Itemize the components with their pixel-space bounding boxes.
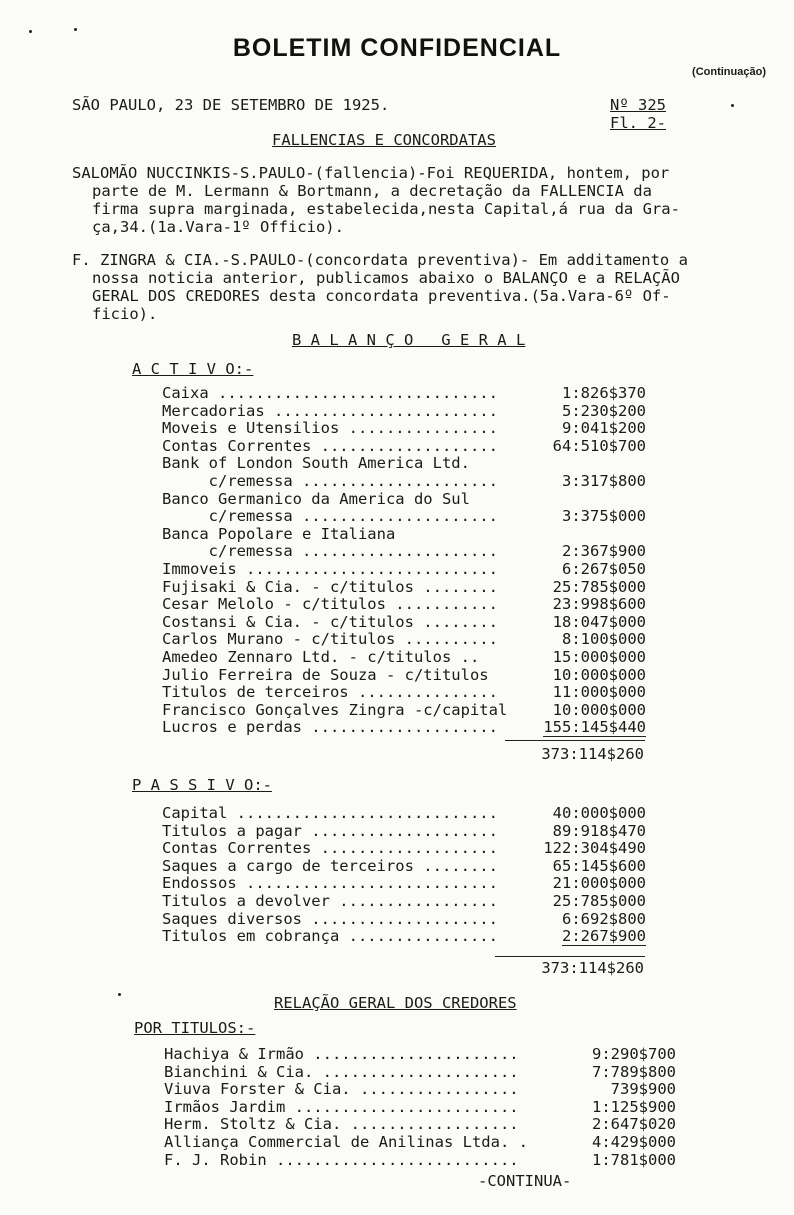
ledger-row-amount: 11:000$000 [552, 683, 646, 702]
scan-speck [118, 993, 121, 996]
ledger-row-label: Julio Ferreira de Souza - c/titulos [162, 665, 489, 684]
ledger-row-amount: 1:125$900 [592, 1097, 676, 1116]
ledger-row-amount: 9:290$700 [592, 1045, 676, 1063]
ledger-row [162, 874, 646, 892]
ledger-row-amount: 4:429$000 [592, 1133, 676, 1151]
ledger-row-label: Contas Correntes ................... [162, 839, 498, 858]
ledger-row-label: c/remessa ..................... [162, 472, 498, 490]
ledger-row-label: Irmãos Jardim ........................ [164, 1097, 519, 1116]
ledger-row-amount: 7:789$800 [592, 1062, 676, 1081]
ledger-row-amount: 122:304$490 [543, 839, 646, 858]
activo-total-rule [505, 740, 645, 741]
ledger-row-label: Saques a cargo de terceiros ........ [162, 856, 498, 875]
ledger-row [162, 560, 646, 578]
ledger-row-amount: 21:000$000 [552, 874, 646, 893]
ledger-row-label: Moveis e Utensilios ................ [162, 419, 498, 438]
ledger-row [162, 910, 646, 928]
passivo-total-rule [495, 956, 645, 957]
ledger-row-amount: 9:041$200 [562, 419, 646, 438]
ledger-row-amount: 10:000$000 [552, 700, 646, 719]
ledger-row-label: Costansi & Cia. - c/titulos ........ [162, 612, 498, 631]
ledger-row [164, 1063, 676, 1081]
ledger-row-label: Viuva Forster & Cia. ................. [164, 1080, 519, 1099]
ledger-row-amount: 6:267$050 [562, 560, 646, 578]
ledger-row-amount: 40:000$000 [552, 804, 646, 822]
ledger-row [162, 927, 646, 945]
ledger-row-amount: 3:317$800 [562, 472, 646, 490]
notice-line: parte de M. Lermann & Bortmann, a decretação da FALLENCIA da [92, 182, 652, 200]
scan-speck [74, 28, 77, 31]
ledger-row [162, 683, 646, 701]
bulletin-number: Nº 325 [610, 96, 666, 114]
activo-total: 373:114$260 [541, 745, 644, 763]
section-title: FALLENCIAS E CONCORDATAS [272, 131, 496, 149]
notice-line: GERAL DOS CREDORES desta concordata preventiva.(5a.Vara-6º Of- [92, 287, 671, 305]
ledger-row [162, 648, 646, 666]
ledger-row-label: Francisco Gonçalves Zingra -c/capital [162, 700, 508, 719]
ledger-row-amount: 89:918$470 [552, 821, 646, 840]
ledger-row-label: Carlos Murano - c/titulos .......... [162, 630, 498, 649]
ledger-row-label: c/remessa ..................... [162, 542, 498, 561]
ledger-row-label: Banco Germanico da America do Sul [162, 489, 470, 508]
ledger-row-label: Titulos a pagar .................... [162, 821, 498, 840]
ledger-row [162, 507, 646, 525]
ledger-row-label: Bianchini & Cia. ..................... [164, 1062, 519, 1081]
notice-line: SALOMÃO NUCCINKIS-S.PAULO-(fallencia)-Foi REQUERIDA, hontem, por [72, 164, 670, 182]
ledger-row [164, 1098, 676, 1116]
ledger-row-amount: 25:785$000 [552, 892, 646, 910]
sheet-number: Fl. 2- [610, 114, 666, 132]
ledger-row [162, 718, 646, 736]
ledger-row-amount: 5:230$200 [562, 401, 646, 420]
ledger-row-label: Immoveis ........................... [162, 560, 498, 578]
ledger-row [164, 1115, 676, 1133]
ledger-row-amount: 23:998$600 [552, 595, 646, 614]
ledger-row [164, 1133, 676, 1151]
ledger-row [162, 839, 646, 857]
ledger-row-label: Titulos em cobrança ................ [162, 927, 498, 946]
ledger-row-amount: 65:145$600 [552, 856, 646, 875]
ledger-row-amount: 25:785$000 [552, 577, 646, 596]
ledger-row-label: Titulos a devolver ................. [162, 892, 498, 910]
continuation-note: (Continuação) [692, 66, 766, 78]
ledger-row [162, 857, 646, 875]
ledger-row-label: Capital ............................ [162, 804, 498, 822]
ledger-row-label: Lucros e perdas .................... [162, 718, 498, 737]
activo-heading: A C T I V O:- [132, 360, 254, 378]
ledger-row-label: Titulos de terceiros ............... [162, 683, 498, 702]
ledger-row [162, 666, 646, 684]
ledger-row-label: Fujisaki & Cia. - c/titulos ........ [162, 577, 498, 596]
ledger-row [162, 613, 646, 631]
notice-line: firma supra marginada, estabelecida,nesta Capital,á rua da Gra- [92, 200, 680, 218]
ledger-row-amount: 155:145$440 [543, 718, 646, 737]
ledger-row-label: Hachiya & Irmão ...................... [164, 1045, 519, 1063]
creditors-subheading: POR TITULOS:- [134, 1019, 256, 1037]
ledger-row [162, 892, 646, 910]
ledger-row [162, 822, 646, 840]
ledger-row [162, 472, 646, 490]
ledger-row-label: Herm. Stoltz & Cia. .................. [164, 1115, 519, 1134]
ledger-row-amount: 18:047$000 [552, 612, 646, 631]
ledger-row [162, 701, 646, 719]
ledger-row-amount: 739$900 [610, 1080, 676, 1099]
scan-speck [29, 30, 32, 33]
ledger-row [162, 804, 646, 822]
ledger-row-label: F. J. Robin .......................... [164, 1150, 519, 1169]
ledger-row-label: Bank of London South America Ltd. [162, 454, 470, 473]
ledger-row [162, 402, 646, 420]
ledger-row-amount: 3:375$000 [562, 507, 646, 526]
ledger-row-label: Saques diversos .................... [162, 909, 498, 928]
ledger-row-amount: 15:000$000 [552, 648, 646, 666]
ledger-row-label: Contas Correntes ................... [162, 436, 498, 455]
ledger-row-amount: 1:826$370 [562, 384, 646, 402]
ledger-row-label: Alliança Commercial de Anilinas Ltda. . [164, 1133, 528, 1151]
ledger-row [164, 1151, 676, 1169]
ledger-row [162, 490, 646, 508]
continua-footer: -CONTINUA- [478, 1172, 572, 1190]
notice-line: ficio). [92, 305, 158, 323]
ledger-row [162, 384, 646, 402]
document-title: BOLETIM CONFIDENCIAL [232, 34, 562, 62]
ledger-row-label: Amedeo Zennaro Ltd. - c/titulos .. [162, 648, 480, 666]
notice-line: F. ZINGRA & CIA.-S.PAULO-(concordata preventiva)- Em additamento a [72, 251, 688, 269]
notice-line: nossa noticia anterior, publicamos abaixo o BALANÇO e a RELAÇÃO [92, 269, 680, 287]
balance-title: B A L A N Ç O G E R A L [292, 331, 526, 349]
ledger-row [162, 578, 646, 596]
dateline: SÃO PAULO, 23 DE SETEMBRO DE 1925. [72, 96, 390, 114]
ledger-row-amount: 2:647$020 [592, 1115, 676, 1134]
ledger-row-label: Mercadorias ........................ [162, 401, 498, 420]
ledger-row [162, 542, 646, 560]
ledger-row-amount: 1:781$000 [592, 1150, 676, 1169]
ledger-row-label: Banca Popolare e Italiana [162, 524, 396, 543]
ledger-row-label: Endossos ........................... [162, 874, 498, 893]
creditors-title: RELAÇÃO GERAL DOS CREDORES [274, 994, 517, 1012]
ledger-row [164, 1080, 676, 1098]
notice-line: ça,34.(1a.Vara-1º Officio). [92, 218, 344, 236]
ledger-row-label: c/remessa ..................... [162, 507, 498, 526]
ledger-row-label: Cesar Melolo - c/titulos ........... [162, 595, 498, 614]
passivo-heading: P A S S I V O:- [132, 776, 272, 794]
ledger-row [162, 454, 646, 472]
ledger-row-amount: 8:100$000 [562, 630, 646, 649]
ledger-row-amount: 10:000$000 [552, 665, 646, 684]
ledger-row [162, 595, 646, 613]
ledger-row-amount: 2:367$900 [562, 542, 646, 561]
ledger-row-amount: 6:692$800 [562, 909, 646, 928]
ledger-row-label: Caixa .............................. [162, 384, 498, 402]
ledger-row [162, 437, 646, 455]
ledger-row [164, 1045, 676, 1063]
ledger-row [162, 419, 646, 437]
ledger-row-amount: 2:267$900 [562, 927, 646, 946]
ledger-row [162, 525, 646, 543]
ledger-row-amount: 64:510$700 [552, 436, 646, 455]
ledger-row [162, 630, 646, 648]
scan-speck [731, 104, 734, 107]
passivo-total: 373:114$260 [541, 959, 644, 977]
